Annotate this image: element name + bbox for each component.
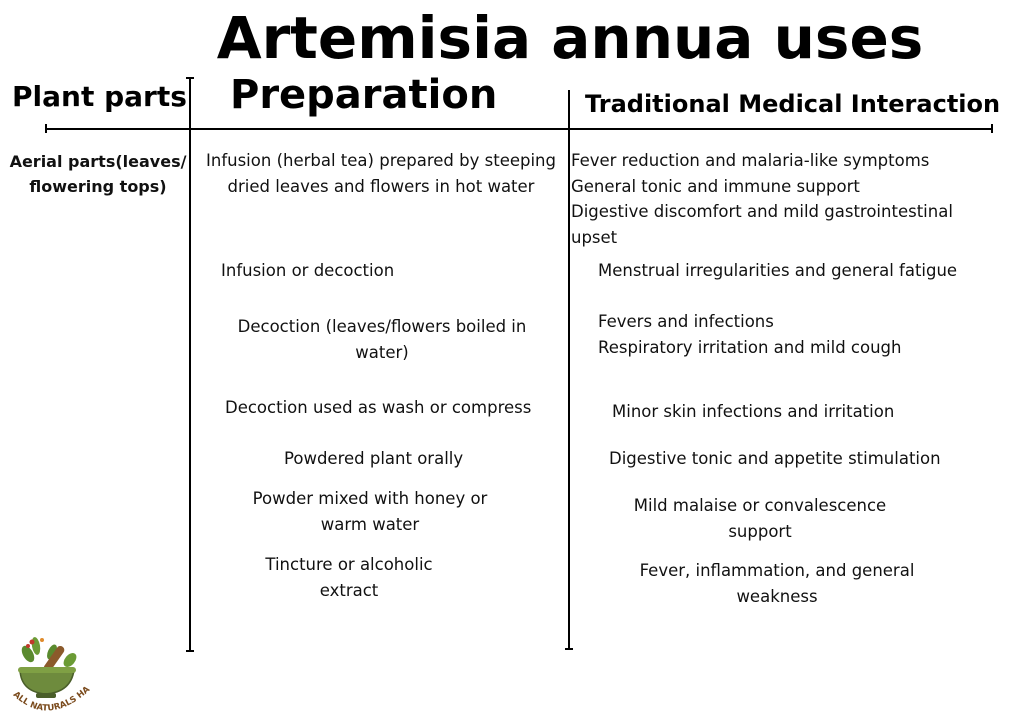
header-plant-parts: Plant parts bbox=[12, 80, 187, 113]
plant-part-cell bbox=[0, 149, 196, 199]
preparation-line: Decoction (leaves/flowers boiled in bbox=[237, 317, 527, 336]
use-cell bbox=[598, 258, 957, 284]
use-line: Fevers and infections bbox=[598, 312, 774, 331]
use-line: Menstrual irregularities and general fatigue bbox=[598, 261, 958, 280]
use-line: Minor skin infections and irritation bbox=[612, 402, 895, 421]
header-divider bbox=[45, 128, 993, 130]
divider-right-tick bbox=[991, 124, 993, 133]
use-line: upset bbox=[571, 227, 618, 247]
use-line: Mild malaise or convalescence bbox=[633, 496, 887, 515]
plant-part-line: Aerial parts(leaves/ bbox=[9, 152, 187, 171]
use-line: Digestive discomfort and mild gastrointestinal bbox=[571, 202, 953, 221]
use-cell bbox=[612, 399, 894, 425]
preparation-cell bbox=[225, 395, 531, 421]
use-cell bbox=[610, 493, 910, 544]
use-cell bbox=[609, 446, 941, 472]
preparation-line: dried leaves and flowers in hot water bbox=[227, 176, 535, 196]
preparation-cell bbox=[284, 446, 463, 472]
preparation-line: warm water bbox=[320, 514, 420, 534]
mortar-herbs-icon bbox=[6, 630, 96, 720]
column-divider-2 bbox=[568, 90, 570, 650]
preparation-line: Infusion (herbal tea) prepared by steeping bbox=[206, 151, 556, 170]
use-cell bbox=[627, 558, 927, 609]
preparation-cell bbox=[224, 552, 474, 603]
use-line: support bbox=[728, 521, 792, 541]
page-title: Artemisia annua uses bbox=[216, 4, 924, 72]
header-traditional-medical-interaction: Traditional Medical Interaction bbox=[585, 90, 1001, 118]
preparation-line: Infusion or decoction bbox=[221, 261, 395, 280]
preparation-line: Powdered plant orally bbox=[284, 449, 464, 468]
use-line: Fever, inflammation, and general bbox=[639, 561, 915, 580]
column-divider-1-cap-bottom bbox=[186, 650, 194, 652]
preparation-line: Decoction used as wash or compress bbox=[225, 398, 532, 417]
use-cell bbox=[598, 309, 901, 360]
preparation-cell bbox=[221, 258, 394, 284]
preparation-line: water) bbox=[355, 342, 409, 362]
use-line: General tonic and immune support bbox=[571, 176, 860, 196]
header-preparation: Preparation bbox=[230, 72, 498, 118]
column-divider-1-cap-top bbox=[186, 77, 194, 79]
plant-part-line: flowering tops) bbox=[29, 177, 167, 196]
preparation-line: Powder mixed with honey or bbox=[252, 489, 488, 508]
preparation-line: extract bbox=[319, 580, 379, 600]
use-line: weakness bbox=[736, 586, 818, 606]
brand-logo bbox=[6, 630, 96, 720]
use-cell bbox=[571, 148, 953, 250]
column-divider-2-cap-bottom bbox=[565, 648, 573, 650]
use-line: Respiratory irritation and mild cough bbox=[598, 337, 902, 357]
preparation-cell bbox=[220, 486, 520, 537]
use-line: Fever reduction and malaria-like symptoms bbox=[571, 151, 930, 170]
preparation-line: Tincture or alcoholic bbox=[265, 555, 433, 574]
divider-left-tick bbox=[45, 124, 47, 133]
preparation-cell bbox=[196, 314, 568, 365]
use-line: Digestive tonic and appetite stimulation bbox=[609, 449, 941, 468]
preparation-cell bbox=[195, 148, 567, 199]
logo-text: ALL NATURALS HA bbox=[10, 684, 92, 714]
